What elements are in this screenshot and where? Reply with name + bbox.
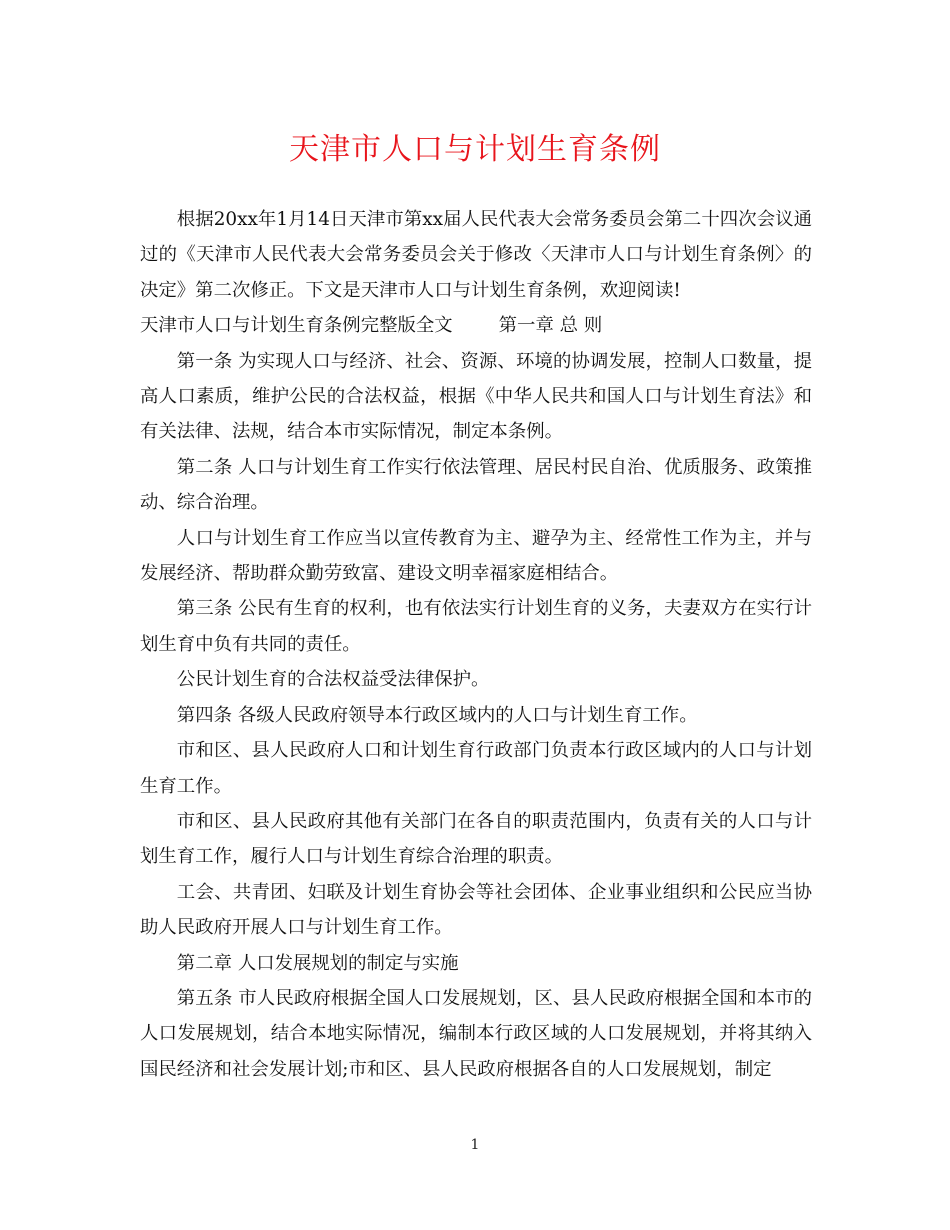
- paragraph: 工会、共青团、妇联及计划生育协会等社会团体、企业事业组织和公民应当协助人民政府开展人口与计划生育工作。: [140, 881, 812, 939]
- fulltext-heading: 天津市人口与计划生育条例完整版全文: [140, 315, 453, 337]
- chapter-heading: 第二章 人口发展规划的制定与实施: [176, 952, 459, 974]
- paragraph: 人口与计划生育工作应当以宣传教育为主、避孕为主、经常性工作为主，并与发展经济、帮助群众勤劳致富、建设文明幸福家庭相结合。: [140, 527, 812, 585]
- document-body: [140, 202, 812, 1087]
- paragraph: 第三条 公民有生育的权利，也有依法实行计划生育的义务，夫妻双方在实行计划生育中负有共同的责任。: [140, 598, 812, 655]
- page-title: 天津市人口与计划生育条例: [289, 132, 661, 167]
- paragraph: 市和区、县人民政府其他有关部门在各自的职责范围内，负责有关的人口与计划生育工作，履行人口与计划生育综合治理的职责。: [140, 810, 812, 868]
- paragraph: 第二条 人口与计划生育工作实行依法管理、居民村民自治、优质服务、政策推动、综合治理。: [140, 456, 812, 514]
- paragraph: 公民计划生育的合法权益受法律保护。: [176, 669, 490, 691]
- paragraph: 第四条 各级人民政府领导本行政区域内的人口与计划生育工作。: [176, 704, 698, 726]
- intro-paragraph: 根据20xx年1月14日天津市第xx届人民代表大会常务委员会第二十四次会议通过的《天津市人民代表大会常务委员会关于修改〈天津市人口与计划生育条例〉的决定》第二次修正。下文是天津市人口与计划生育条例，欢迎阅读!: [140, 209, 812, 301]
- paragraph: 第五条 市人民政府根据全国人口发展规划，区、县人民政府根据全国和本市的人口发展规划，结合本地实际情况，编制本行政区域的人口发展规划，并将其纳入国民经济和社会发展计划;市和区、县人民政府根据各自的人口发展规划，制定: [140, 987, 812, 1080]
- page-number: 1: [470, 1137, 480, 1153]
- paragraph: 第一条 为实现人口与经济、社会、资源、环境的协调发展，控制人口数量，提高人口素质，维护公民的合法权益，根据《中华人民共和国人口与计划生育法》和有关法律、法规，结合本市实际情况，制定本条例。: [140, 350, 812, 443]
- fulltext-heading-line: [140, 308, 812, 343]
- paragraph: 市和区、县人民政府人口和计划生育行政部门负责本行政区域内的人口与计划生育工作。: [140, 740, 812, 797]
- chapter-heading: 第一章 总 则: [498, 315, 603, 337]
